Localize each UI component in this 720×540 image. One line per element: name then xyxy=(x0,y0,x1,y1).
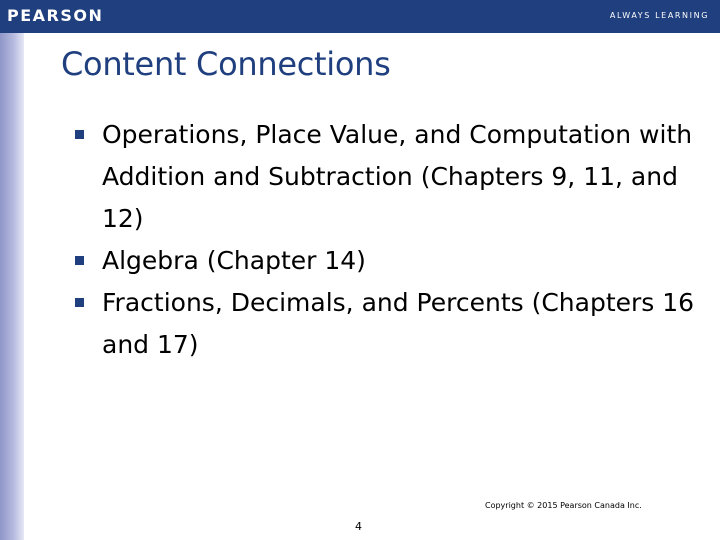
square-bullet-icon xyxy=(75,298,84,307)
header-tagline: ALWAYS LEARNING xyxy=(609,11,709,20)
bullet-text: Operations, Place Value, and Computation with Addition and Subtraction (Chapters 9, 11, and 12) xyxy=(102,120,693,233)
square-bullet-icon xyxy=(75,256,84,265)
side-gradient-bar xyxy=(0,33,24,540)
bullet-list xyxy=(72,114,712,366)
page-number: 4 xyxy=(355,520,362,533)
bullet-item xyxy=(72,114,712,240)
pearson-logo: PEARSON xyxy=(7,6,104,25)
header-bar xyxy=(0,0,720,33)
bullet-item xyxy=(72,240,712,282)
bullet-item xyxy=(72,282,712,366)
slide-title: Content Connections xyxy=(61,45,391,83)
copyright-notice: Copyright © 2015 Pearson Canada Inc. xyxy=(485,501,642,510)
bullet-text: Fractions, Decimals, and Percents (Chapters 16 and 17) xyxy=(102,288,695,359)
square-bullet-icon xyxy=(75,130,84,139)
bullet-text: Algebra (Chapter 14) xyxy=(102,246,366,275)
